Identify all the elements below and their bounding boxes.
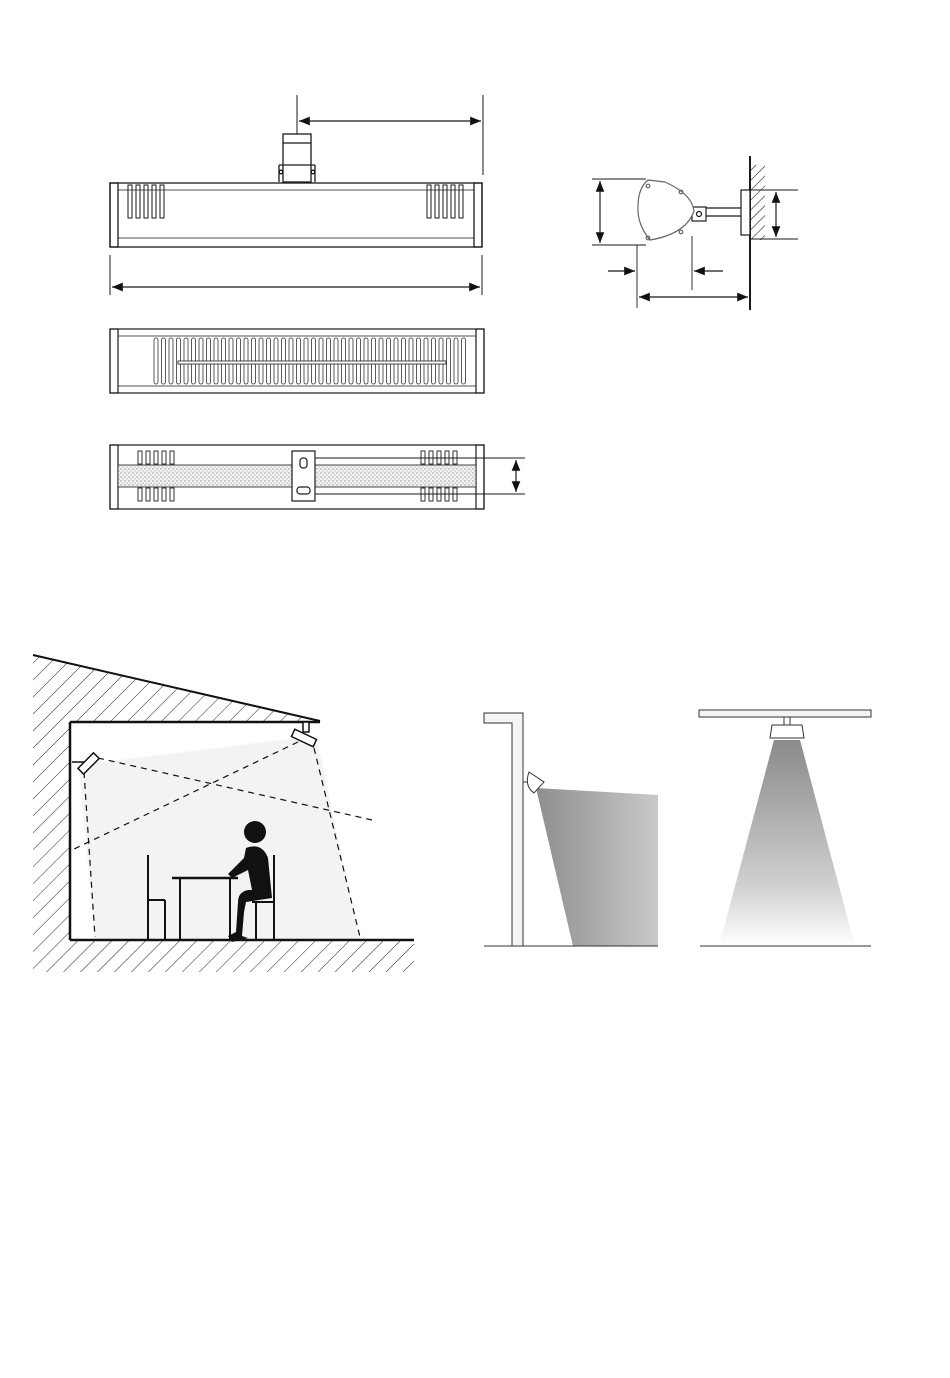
rear-view <box>110 445 525 509</box>
grille-slat <box>447 338 451 384</box>
grille-slat <box>454 338 458 384</box>
grille-slat <box>162 338 166 384</box>
grille-slat <box>154 338 158 384</box>
grille-slat <box>169 338 173 384</box>
side-view <box>592 156 798 310</box>
bottom-view <box>110 329 484 393</box>
grille-slat <box>462 338 466 384</box>
installation-room <box>33 655 414 972</box>
front-view <box>110 95 483 295</box>
ceiling-mount-beam <box>699 710 871 946</box>
wall-mount-beam <box>484 713 658 946</box>
